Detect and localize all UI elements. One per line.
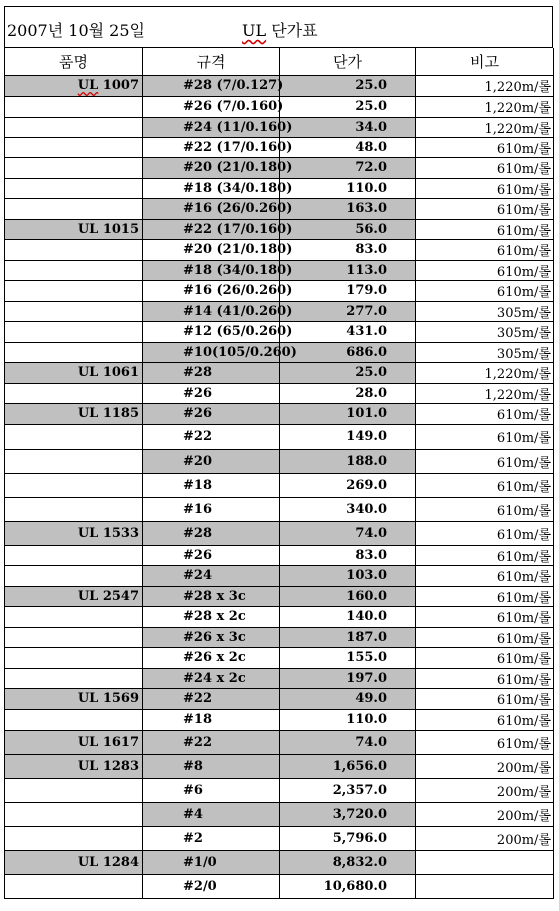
table-row	[5, 424, 554, 449]
cell-spec: #16 (26/0.260)	[143, 280, 280, 301]
table-row	[5, 96, 554, 117]
cell-product-name	[5, 668, 143, 688]
cell-product-name	[5, 75, 143, 96]
cell-remarks: 610m/롤	[416, 521, 554, 545]
cell-spec: #16 (26/0.260)	[143, 198, 280, 219]
cell-remarks: 200m/롤	[416, 826, 554, 850]
cell-spec: #20 (21/0.180)	[143, 157, 280, 178]
table-row	[5, 473, 554, 497]
cell-remarks	[416, 850, 554, 874]
cell-remarks: 305m/롤	[416, 342, 554, 362]
cell-unit-price: 340.0	[280, 497, 416, 521]
cell-product-name: UL 1061	[5, 362, 143, 383]
table-row	[5, 730, 554, 754]
cell-unit-price: 155.0	[280, 647, 416, 668]
cell-spec: #4	[143, 802, 280, 826]
cell-product-name	[5, 627, 143, 647]
cell-spec: #18	[143, 473, 280, 497]
header-row	[5, 48, 554, 75]
table-body	[5, 75, 554, 898]
table-row	[5, 647, 554, 668]
cell-spec: #2/0	[143, 874, 280, 898]
table-row	[5, 497, 554, 521]
cell-product-name	[5, 497, 143, 521]
cell-product-name	[5, 709, 143, 730]
cell-unit-price: 197.0	[280, 668, 416, 688]
cell-remarks: 610m/롤	[416, 239, 554, 260]
cell-product-name	[5, 96, 143, 117]
cell-spec: #22 (17/0.160)	[143, 219, 280, 239]
cell-product-name-text: UL 1007	[77, 78, 139, 93]
table-row	[5, 321, 554, 342]
cell-spec: #28	[143, 362, 280, 383]
cell-product-name	[5, 280, 143, 301]
table-row	[5, 668, 554, 688]
cell-spec: #28	[143, 521, 280, 545]
cell-product-name	[5, 424, 143, 449]
cell-product-name	[5, 157, 143, 178]
cell-unit-price: 110.0	[280, 178, 416, 198]
cell-unit-price: 187.0	[280, 627, 416, 647]
cell-product-name: UL 1185	[5, 403, 143, 424]
cell-remarks: 1,220m/롤	[416, 96, 554, 117]
cell-spec: #12 (65/0.260)	[143, 321, 280, 342]
table-row	[5, 874, 554, 898]
price-table	[4, 48, 554, 899]
table-row	[5, 403, 554, 424]
cell-remarks: 610m/롤	[416, 449, 554, 473]
title-row	[4, 6, 553, 48]
cell-unit-price: 686.0	[280, 342, 416, 362]
cell-remarks: 610m/롤	[416, 280, 554, 301]
cell-unit-price: 25.0	[280, 75, 416, 96]
cell-remarks: 610m/롤	[416, 606, 554, 627]
table-row	[5, 362, 554, 383]
cell-spec: #28 (7/0.127)	[143, 75, 280, 96]
cell-spec: #22	[143, 424, 280, 449]
table-row	[5, 383, 554, 403]
cell-product-name	[5, 383, 143, 403]
cell-product-name: UL 1284	[5, 850, 143, 874]
cell-spec: #24 x 2c	[143, 668, 280, 688]
cell-product-name: UL 1617	[5, 730, 143, 754]
cell-unit-price: 83.0	[280, 239, 416, 260]
cell-remarks: 610m/롤	[416, 219, 554, 239]
cell-remarks: 610m/롤	[416, 586, 554, 606]
cell-spec: #8	[143, 754, 280, 778]
cell-spec: #26 x 3c	[143, 627, 280, 647]
table-row	[5, 627, 554, 647]
cell-spec: #22 (17/0.160)	[143, 137, 280, 157]
header-product-name: 품명	[5, 48, 143, 75]
table-row	[5, 545, 554, 565]
cell-remarks: 610m/롤	[416, 627, 554, 647]
cell-product-name	[5, 342, 143, 362]
table-row	[5, 850, 554, 874]
cell-product-name: UL 2547	[5, 586, 143, 606]
header-remarks: 비고	[416, 48, 554, 75]
cell-remarks: 200m/롤	[416, 754, 554, 778]
table-row	[5, 157, 554, 178]
cell-unit-price: 56.0	[280, 219, 416, 239]
table-row	[5, 586, 554, 606]
table-row	[5, 260, 554, 280]
cell-product-name	[5, 545, 143, 565]
cell-product-name	[5, 778, 143, 802]
cell-remarks	[416, 874, 554, 898]
cell-unit-price: 1,656.0	[280, 754, 416, 778]
cell-unit-price: 149.0	[280, 424, 416, 449]
cell-remarks: 610m/롤	[416, 545, 554, 565]
cell-product-name	[5, 178, 143, 198]
cell-product-name: UL 1569	[5, 688, 143, 709]
cell-unit-price: 74.0	[280, 730, 416, 754]
cell-spec: #26	[143, 545, 280, 565]
cell-unit-price: 48.0	[280, 137, 416, 157]
table-row	[5, 75, 554, 96]
cell-remarks: 610m/롤	[416, 157, 554, 178]
cell-remarks: 610m/롤	[416, 198, 554, 219]
cell-spec: #16	[143, 497, 280, 521]
table-row	[5, 219, 554, 239]
cell-unit-price: 110.0	[280, 709, 416, 730]
price-sheet	[4, 6, 553, 899]
table-row	[5, 342, 554, 362]
table-row	[5, 826, 554, 850]
cell-product-name	[5, 117, 143, 137]
title-text	[242, 18, 318, 41]
table-row	[5, 301, 554, 321]
cell-unit-price: 101.0	[280, 403, 416, 424]
table-row	[5, 606, 554, 627]
cell-product-name	[5, 260, 143, 280]
cell-unit-price: 83.0	[280, 545, 416, 565]
cell-remarks: 1,220m/롤	[416, 383, 554, 403]
cell-spec: #22	[143, 730, 280, 754]
cell-remarks: 610m/롤	[416, 688, 554, 709]
cell-spec: #18 (34/0.180)	[143, 178, 280, 198]
cell-product-name	[5, 802, 143, 826]
cell-spec: #18 (34/0.180)	[143, 260, 280, 280]
cell-unit-price: 49.0	[280, 688, 416, 709]
cell-remarks: 200m/롤	[416, 802, 554, 826]
cell-remarks: 610m/롤	[416, 668, 554, 688]
cell-product-name	[5, 874, 143, 898]
cell-product-name: UL 1283	[5, 754, 143, 778]
cell-remarks: 610m/롤	[416, 260, 554, 280]
cell-spec: #26	[143, 403, 280, 424]
cell-product-name	[5, 449, 143, 473]
cell-unit-price: 188.0	[280, 449, 416, 473]
table-row	[5, 178, 554, 198]
table-row	[5, 239, 554, 260]
cell-unit-price: 179.0	[280, 280, 416, 301]
title-prefix: UL	[242, 21, 267, 40]
cell-unit-price: 72.0	[280, 157, 416, 178]
cell-remarks: 305m/롤	[416, 321, 554, 342]
cell-unit-price: 160.0	[280, 586, 416, 606]
cell-product-name	[5, 239, 143, 260]
cell-spec: #18	[143, 709, 280, 730]
cell-unit-price: 431.0	[280, 321, 416, 342]
cell-product-name	[5, 301, 143, 321]
cell-unit-price: 3,720.0	[280, 802, 416, 826]
title-date: 2007년 10월 25일	[7, 21, 145, 40]
cell-unit-price: 277.0	[280, 301, 416, 321]
cell-spec: #6	[143, 778, 280, 802]
cell-remarks: 610m/롤	[416, 473, 554, 497]
cell-spec: #20 (21/0.180)	[143, 239, 280, 260]
cell-spec: #28 x 3c	[143, 586, 280, 606]
cell-spec: #26 x 2c	[143, 647, 280, 668]
cell-unit-price: 28.0	[280, 383, 416, 403]
table-row	[5, 117, 554, 137]
cell-remarks: 610m/롤	[416, 403, 554, 424]
cell-remarks: 305m/롤	[416, 301, 554, 321]
cell-product-name	[5, 565, 143, 586]
cell-remarks: 1,220m/롤	[416, 75, 554, 96]
header-unit-price: 단가	[280, 48, 416, 75]
cell-remarks: 1,220m/롤	[416, 117, 554, 137]
table-row	[5, 754, 554, 778]
header-spec: 규격	[143, 48, 280, 75]
cell-spec: #10(105/0.260)	[143, 342, 280, 362]
cell-remarks: 610m/롤	[416, 709, 554, 730]
table-row	[5, 778, 554, 802]
table-row	[5, 565, 554, 586]
cell-remarks: 610m/롤	[416, 424, 554, 449]
cell-product-name	[5, 137, 143, 157]
cell-spec: #26 (7/0.160)	[143, 96, 280, 117]
cell-remarks: 200m/롤	[416, 778, 554, 802]
cell-product-name	[5, 606, 143, 627]
table-row	[5, 521, 554, 545]
cell-spec: #26	[143, 383, 280, 403]
cell-unit-price: 10,680.0	[280, 874, 416, 898]
cell-product-name	[5, 321, 143, 342]
cell-remarks: 610m/롤	[416, 178, 554, 198]
cell-product-name	[5, 647, 143, 668]
cell-unit-price: 25.0	[280, 96, 416, 117]
table-row	[5, 688, 554, 709]
cell-unit-price: 2,357.0	[280, 778, 416, 802]
cell-remarks: 610m/롤	[416, 730, 554, 754]
cell-remarks: 610m/롤	[416, 647, 554, 668]
table-row	[5, 198, 554, 219]
cell-remarks: 610m/롤	[416, 565, 554, 586]
cell-spec: #2	[143, 826, 280, 850]
cell-spec: #28 x 2c	[143, 606, 280, 627]
table-row	[5, 137, 554, 157]
cell-unit-price: 113.0	[280, 260, 416, 280]
table-row	[5, 709, 554, 730]
cell-unit-price: 74.0	[280, 521, 416, 545]
cell-spec: #24	[143, 565, 280, 586]
table-row	[5, 449, 554, 473]
cell-spec: #14 (41/0.260)	[143, 301, 280, 321]
cell-spec: #1/0	[143, 850, 280, 874]
cell-spec: #20	[143, 449, 280, 473]
cell-unit-price: 5,796.0	[280, 826, 416, 850]
cell-product-name: UL 1533	[5, 521, 143, 545]
spellcheck-mark: UL	[77, 78, 99, 93]
cell-unit-price: 25.0	[280, 362, 416, 383]
cell-remarks: 1,220m/롤	[416, 362, 554, 383]
cell-unit-price: 34.0	[280, 117, 416, 137]
cell-unit-price: 103.0	[280, 565, 416, 586]
cell-spec: #24 (11/0.160)	[143, 117, 280, 137]
table-row	[5, 802, 554, 826]
cell-product-name	[5, 198, 143, 219]
cell-unit-price: 8,832.0	[280, 850, 416, 874]
cell-remarks: 610m/롤	[416, 497, 554, 521]
cell-remarks: 610m/롤	[416, 137, 554, 157]
cell-spec: #22	[143, 688, 280, 709]
cell-unit-price: 140.0	[280, 606, 416, 627]
cell-unit-price: 163.0	[280, 198, 416, 219]
cell-product-name: UL 1015	[5, 219, 143, 239]
cell-product-name	[5, 473, 143, 497]
table-row	[5, 280, 554, 301]
title-suffix: 단가표	[271, 21, 318, 40]
cell-product-name	[5, 826, 143, 850]
cell-unit-price: 269.0	[280, 473, 416, 497]
